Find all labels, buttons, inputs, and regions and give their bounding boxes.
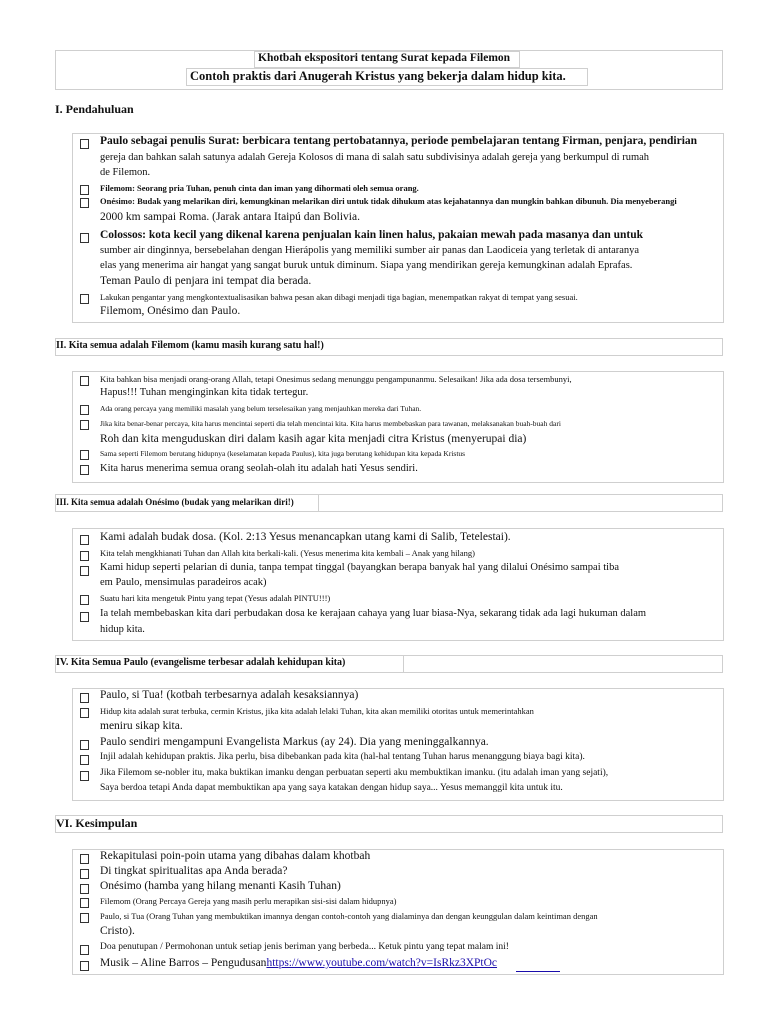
document-subtitle: Contoh praktis dari Anugerah Kristus yang bekerja dalam hidup kita. — [190, 69, 566, 83]
checkbox[interactable] — [80, 450, 89, 460]
list-item-continued: Roh dan kita menguduskan diri dalam kasih agar kita menjadi citra Kristus (menyerupai dia) — [100, 433, 527, 445]
checkbox[interactable] — [80, 693, 89, 703]
list-item: Hidup kita adalah surat terbuka, cermin Kristus, jika kita adalah lelaki Tuhan, kita akan memiliki otoritas untuk memerintahkan — [100, 706, 534, 716]
youtube-link[interactable]: https://www.youtube.com/watch?v=IsRkz3XPtOc — [266, 957, 498, 969]
list-item: Ada orang percaya yang memiliki masalah yang belum terselesaikan yang menjauhkan mereka dari Tuhan. — [100, 404, 422, 413]
list-item: Jika kita benar-benar percaya, kita harus mencintai seperti dia telah mencintai kita. Kita harus membebaskan para tawanan, melaksanakan buah-buah dari — [100, 419, 561, 428]
checkbox[interactable] — [80, 961, 89, 971]
link-underline-extension — [516, 971, 560, 972]
list-item-continued: meniru sikap kita. — [100, 720, 183, 732]
list-item-continued: de Filemon. — [100, 167, 151, 178]
checkbox[interactable] — [80, 755, 89, 765]
checkbox[interactable] — [80, 771, 89, 781]
section-heading-box-kesimpulan — [55, 815, 723, 833]
list-item: Doa penutupan / Permohonan untuk setiap jenis beriman yang berbeda... Ketuk pintu yang tepat malam ini! — [100, 942, 509, 952]
list-item: Paulo sendiri mengampuni Evangelista Markus (ay 24). Dia yang meninggalkannya. — [100, 736, 489, 748]
list-item: Kita bahkan bisa menjadi orang-orang Allah, tetapi Onesimus sedang menunggu pengampunanmu. Selesaikan! Jika ada dosa tersembunyi, — [100, 374, 572, 384]
checkbox[interactable] — [80, 233, 89, 243]
list-item: Onésimo (hamba yang hilang menanti Kasih Tuhan) — [100, 880, 341, 892]
checkbox[interactable] — [80, 198, 89, 208]
checkbox[interactable] — [80, 294, 89, 304]
list-item-continued: gereja dan bahkan salah satunya adalah Gereja Kolosos di mana di salah satu subdivisinya adalah gereja yang berkumpul di rumah — [100, 152, 650, 163]
list-item: Di tingkat spiritualitas apa Anda berada? — [100, 865, 288, 877]
section-heading-onesimo: III. Kita semua adalah Onésimo (budak yang melarikan diri!) — [56, 497, 294, 507]
checkbox[interactable] — [80, 465, 89, 475]
checkbox[interactable] — [80, 869, 89, 879]
list-item-continued: Saya berdoa tetapi Anda dapat membuktikan apa yang saya katakan dengan hidup saya... Yesus memanggil kita untuk itu. — [100, 783, 563, 793]
list-item-continued: Cristo). — [100, 925, 135, 937]
checkbox[interactable] — [80, 854, 89, 864]
list-item: Sama seperti Filemom berutang hidupnya (keselamatan kepada Paulus), kita juga berutang kehidupan kita kepada Kristus — [100, 449, 466, 458]
checkbox[interactable] — [80, 535, 89, 545]
checkbox[interactable] — [80, 376, 89, 386]
list-item: Filemom: Seorang pria Tuhan, penuh cinta dan iman yang dihormati oleh semua orang. — [100, 183, 419, 193]
list-item: Injil adalah kehidupan praktis. Jika perlu, bisa dibebankan pada kita (hal-hal tentang Tuhan harus menanggung biaya bagi kita). — [100, 752, 585, 762]
list-item: Kami adalah budak dosa. (Kol. 2:13 Yesus menancapkan utang kami di Salib, Tetelestai). — [100, 531, 511, 543]
list-item: Ia telah membebaskan kita dari perbudakan dosa ke kerajaan cahaya yang luar biasa-Nya, sekarang tidak ada lagi hukuman dalam — [100, 608, 647, 619]
checkbox[interactable] — [80, 405, 89, 415]
checkbox[interactable] — [80, 139, 89, 149]
document-title: Khotbah ekspositori tentang Surat kepada Filemon — [258, 52, 511, 64]
checkbox[interactable] — [80, 551, 89, 561]
section-heading-filemom: II. Kita semua adalah Filemom (kamu masih kurang satu hal!) — [56, 340, 324, 351]
list-item-continued: hidup kita. — [100, 624, 145, 635]
list-item: Filemom (Orang Percaya Gereja yang masih perlu merapikan sisi-sisi dalam hidupnya) — [100, 896, 397, 906]
list-item: Paulo, si Tua! (kotbah terbesarnya adalah kesaksiannya) — [100, 689, 359, 701]
list-item: Paulo, si Tua (Orang Tuhan yang membuktikan imannya dengan contoh-contoh yang dialaminya dan dengan keunggulan dalam keintiman dengan — [100, 911, 598, 921]
list-item: Paulo sebagai penulis Surat: berbicara tentang pertobatannya, periode pembelajaran tentang Firman, penjara, pendirian — [100, 135, 698, 147]
section-heading-pendahuluan: I. Pendahuluan — [55, 102, 134, 116]
list-item: Kami hidup seperti pelarian di dunia, tanpa tempat tinggal (bayangkan berapa banyak hal yang dilalui Onésimo sampai tiba — [100, 562, 620, 573]
list-item: Onésimo: Budak yang melarikan diri, kemungkinan melarikan diri untuk tidak dihukum atas kejahatannya dan mungkin bahkan dibunuh. Dia menyeberangi — [100, 196, 677, 206]
list-item-music — [100, 957, 497, 969]
checkbox[interactable] — [80, 740, 89, 750]
list-item-continued: Filemom, Onésimo dan Paulo. — [100, 305, 241, 317]
checkbox[interactable] — [80, 884, 89, 894]
checkbox[interactable] — [80, 185, 89, 195]
checkbox[interactable] — [80, 945, 89, 955]
checkbox[interactable] — [80, 566, 89, 576]
list-item-continued: 2000 km sampai Roma. (Jarak antara Itaipú dan Bolivia. — [100, 211, 360, 223]
list-item-continued: Teman Paulo di penjara ini tempat dia berada. — [100, 275, 312, 287]
checkbox[interactable] — [80, 595, 89, 605]
list-item: Colossos: kota kecil yang dikenal karena penjualan kain linen halus, pakaian mewah pada masanya dan untuk — [100, 229, 644, 241]
checkbox[interactable] — [80, 708, 89, 718]
list-item: Jika Filemom se-nobler itu, maka buktikan imanku dengan perbuatan seperti aku membuktikan imanku. (itu adalah iman yang sejati), — [100, 768, 609, 778]
list-item: Lakukan pengantar yang mengkontextualisasikan bahwa pesan akan dibagi menjadi tiga bagian, menempatkan rakyat di tempat yang sesuai. — [100, 292, 578, 302]
checkbox[interactable] — [80, 612, 89, 622]
list-item: Kita harus menerima semua orang seolah-olah itu adalah hati Yesus sendiri. — [100, 463, 418, 474]
section-heading-kesimpulan: VI. Kesimpulan — [56, 816, 138, 830]
checkbox[interactable] — [80, 898, 89, 908]
section-heading-paulo: IV. Kita Semua Paulo (evangelisme terbesar adalah kehidupan kita) — [56, 657, 346, 668]
music-label: Musik – Aline Barros – Pengudusan — [100, 957, 267, 969]
list-item-continued: em Paulo, mensimulas paradeiros acak) — [100, 577, 267, 588]
checkbox[interactable] — [80, 913, 89, 923]
list-item: Suatu hari kita mengetuk Pintu yang tepat (Yesus adalah PINTU!!!) — [100, 593, 331, 603]
list-item: Rekapitulasi poin-poin utama yang dibahas dalam khotbah — [100, 850, 371, 862]
list-item-continued: sumber air dinginnya, bersebelahan dengan Hierápolis yang memiliki sumber air panas dan Laodiceia yang terletak di antaranya — [100, 245, 640, 256]
list-item-continued: Hapus!!! Tuhan menginginkan kita tidak tertegur. — [100, 387, 309, 398]
checkbox[interactable] — [80, 420, 89, 430]
list-item-continued: elas yang menerima air hangat yang sangat buruk untuk diminum. Siapa yang mendirikan gereja kemungkinan adalah Eprafas. — [100, 260, 633, 271]
list-item: Kita telah mengkhianati Tuhan dan Allah kita berkali-kali. (Yesus menerima kita kembali – Anak yang hilang) — [100, 548, 475, 558]
